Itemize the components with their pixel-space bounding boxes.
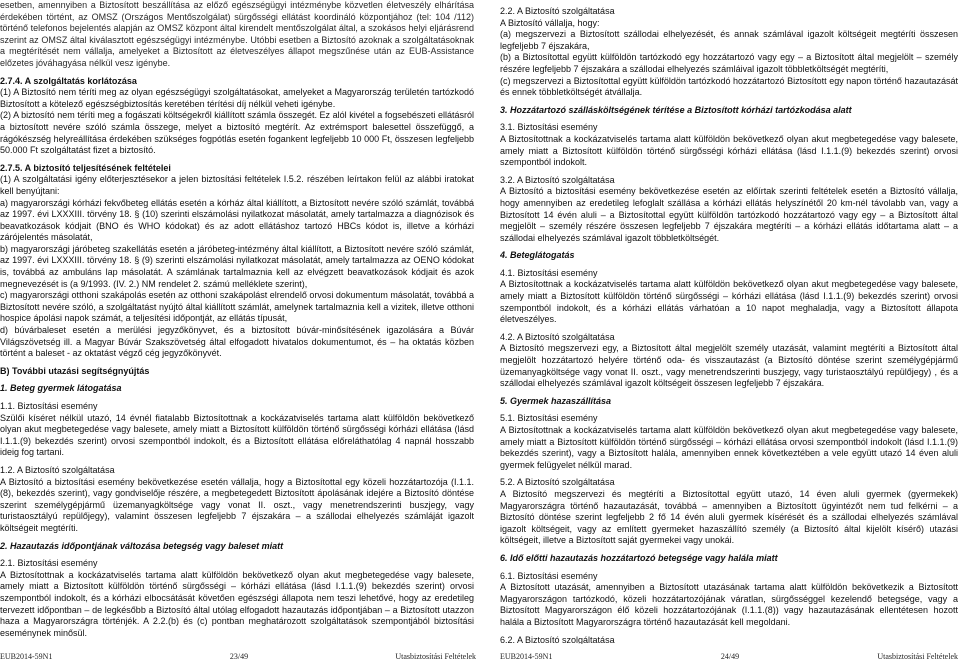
document-paragraph: 1.1. Biztosítási esemény bbox=[0, 401, 98, 411]
footer-document-code: EUB2014-59N1 bbox=[0, 652, 53, 661]
document-paragraph: A Biztosító megszervezi egy, a Biztosított által megjelölt személy utazását, valamint megtéríti a Biztosított által megjelölt hozzátartozó helyére történő oda- és visszautazást (a Biztosító döntése szerint személygépjármű üzemanyagköltsége vagy vonat II. oszt., vagy menetrendszerinti buszjegy, vagy turistaosztályú repülőjegy) , és a szállodai elhelyezés számlával igazolt költségeit összesen legfeljebb 7 éjszakára. bbox=[500, 343, 958, 389]
document-paragraph: A Biztosító a biztosítási esemény bekövetkezése esetén vállalja, hogy a Biztosítottal egy közeli hozzátartozója (I.1.1.(8), bekezdés szerint), vagy gondviselője részére, a megbetegedett Biztosított ápolásának idejére a Biztosító döntése szerint személygépjármű üzemanyagköltsége vagy vonat II. oszt., vagy menetrendszerinti buszjegy, vagy turistaosztályú repülőjegy), valamint összesen legfeljebb 7 éjszakára – a szállodai elhelyezés számláját igazolt költségeit megtéríti. bbox=[0, 476, 474, 533]
document-paragraph: 2.7.5. A biztosító teljesítésének feltételei bbox=[0, 162, 171, 173]
document-paragraph: 4. Beteglátogatás bbox=[500, 250, 575, 261]
document-paragraph: (a) megszervezi a Biztosított szállodai elhelyezését, és annak számlával igazolt költségeit megtéríti összesen legfeljebb 7 éjszakára, bbox=[500, 29, 958, 51]
document-paragraph: b) magyarországi járóbeteg szakellátás esetén a járóbeteg-intézmény által kiállított, a Biztosított nevére szóló számlát, az 1997. évi LXXXIII. törvény 18. § (9) szerinti elszámolási nyilatkozat másolatát, amely tartalmazza az OENO kódokat is, továbbá az ambuláns lap másolatát. A számlának tartalmaznia kell az elvégzett beavatkozások kódjait és azok megnevezését is (a 9/1993. (IV. 2.) NM rendelet 2. számú melléklete szerint), bbox=[0, 243, 474, 289]
footer-document-title: Utasbiztosítási Feltételek bbox=[877, 652, 958, 661]
document-paragraph: a) magyarországi kórházi fekvőbeteg ellátás esetén a kórház által kiállított, a Biztosított nevére szóló számlát, továbbá az 1997. évi LXXXIII. törvény 18. § (10) szerinti elszámolási nyilatkozat másolatát, amely tartalmazza a diagnózisok és beavatkozások kódjait (BNO és WHO kódokat) és az adott ellátáshoz tartozó HBCs kódot is, illetve a kórházi zárójelentés másolatát, bbox=[0, 197, 474, 243]
left-page-footer bbox=[0, 651, 478, 663]
document-paragraph: Szülői kíséret nélkül utazó, 14 évnél fiatalabb Biztosítottnak a kockázatviselés tartama alatt külföldön bekövetkező olyan akut megbetegedése vagy balesete, amely miatt a Biztosított külföldön történő sürgősségi kórházi ellátása (lásd I.1.1.(9) bekezdés szerint) orvosi szempontból indokolt, és a Biztosított ellátása előreláthatólag 4 napnál hosszabb ideig fog tartani. bbox=[0, 412, 474, 458]
document-paragraph: 6.2. A Biztosító szolgáltatása bbox=[500, 634, 615, 644]
right-page bbox=[500, 0, 960, 669]
left-page bbox=[0, 0, 478, 669]
document-paragraph: 5. Gyermek hazaszállítása bbox=[500, 395, 612, 406]
document-paragraph: (b) a Biztosítottal együtt külföldön tartózkodó egy hozzátartozó vagy egy – a Biztosított által megjelölt – személy részére legfeljebb 7 éjszakára a szállodai elhelyezés számláival igazolt többletköltségét megtéríti, bbox=[500, 52, 958, 74]
document-paragraph: A Biztosító megszervezi és megtéríti a Biztosítottal együtt utazó, 14 éven aluli gyermek (gyermekek) Magyarországra történő hazautazását, továbbá – amennyiben a Biztosított ügyintézőt nem tud felkérni – a Biztosító döntése szerint legfeljebb 2 fő 14 évén aluli gyermek kísérését és a szállodai elhelyezés számlával igazolt költségeit, vagy az említett gyermeket hazaszállító személy (a Biztosító által kijelölt kísérő) utazási költségeit, illetve a Biztosított saját gyermekei vagy unokái. bbox=[500, 488, 958, 546]
document-paragraph: (1) A Biztosító nem téríti meg az olyan egészségügyi szolgáltatásokat, amelyeket a Magyarország területén tartózkodó Biztosított a kötelező egészségbiztosítás keretében térítési díj nélkül veheti igénybe. bbox=[0, 87, 474, 109]
document-paragraph: A Biztosítottnak a kockázatviselés tartama alatt külföldön bekövetkező olyan akut megbetegedése vagy balesete, amely miatt a Biztosított külföldön történő sürgősségi – kórházi ellátása orvosi szempontból indokolt (lásd I.1.1.(9) bekezdés szerint), vagy a Biztosított halála, amennyiben ennek következtében a vele együtt utazó 14 éven aluli gyermek felügyelet nélkül marad. bbox=[500, 425, 958, 470]
right-page-footer bbox=[500, 651, 960, 663]
document-paragraph: (c) megszervezi a Biztosítottal együtt külföldön tartózkodó hozzátartozó Biztosított egy napon történő hazautazását és ennek többletköltségét átvállalja. bbox=[500, 75, 958, 98]
document-paragraph: 6.1. Biztosítási esemény bbox=[500, 570, 598, 581]
document-paragraph: 1.2. A Biztosító szolgáltatása bbox=[0, 464, 115, 475]
document-paragraph: A Biztosítottnak a kockázatviselés tartama alatt külföldön bekövetkező olyan akut megbetegedése vagy balesete, amely miatt a Biztosított külföldön történő sürgősségi kórházi ellátása (lásd I.1.1.(9) bekezdés szerint) orvosi szempontból indokolt. bbox=[500, 133, 958, 168]
document-paragraph: 3. Hozzátartozó szállásköltségének térítése a Biztosított kórházi tartózkodása alatt bbox=[500, 104, 852, 115]
left-page-text-column bbox=[0, 0, 474, 644]
footer-document-code: EUB2014-59N1 bbox=[500, 652, 553, 661]
document-paragraph: c) magyarországi otthoni szakápolás esetén az otthoni szakápolást elrendelő orvosi dokumentum másolatát, továbbá a Biztosított nevére szóló, a szolgáltatást nyújtó által kiállított számlát, amelynek tartalmaznia kell a vizitek, illetve otthoni hospice ápolási napok számát, a teljesítési időpontját, az ellátás típusát, bbox=[0, 290, 474, 324]
document-paragraph: A Biztosítottnak a kockázatviselés tartama alatt külföldön bekövetkező olyan akut megbetegedése vagy balesete, amely miatt a Biztosított külföldön történő sürgősségi – kórházi ellátása (lásd I.1.1.(9) bekezdés szerint) orvosi szempontból indokolt, és a kórházi ellátás várhatóan a 10 napot meghaladja, vagy a Biztosított állapota életveszélyes. bbox=[500, 279, 958, 325]
document-paragraph: (2) A biztosító nem téríti meg a fogászati költségekről kiállított számla összegét. Ez alól kivétel a fogsebészeti ellátásról a biztosított nevére szóló számla összege, melyet a biztosító megtérít. Az extrémsport balesettel összefüggő, a rágókészség helyreállítása érdekében szükséges fogpótlás esetén fogankent legfeljebb 10 000 Ft, összesen legfeljebb 50.000 Ft szolgáltatást fizet a biztosító. bbox=[0, 110, 474, 156]
document-paragraph: (1) A szolgáltatási igény előterjesztésekor a jelen biztosítási feltételek I.5.2. részében leírtakon felül az alábbi iratokat kell benyújtani: bbox=[0, 174, 474, 196]
document-paragraph: 2.1. Biztosítási esemény bbox=[0, 558, 98, 569]
document-paragraph: 3.2. A Biztosító szolgáltatása bbox=[500, 174, 615, 185]
document-paragraph: esetben, amennyiben a Biztosított beszállítása az előző egészségügyi intézménybe közvetlen életveszély elhárítása érdekében történt, az OMSZ (Országos Mentőszolgálat) sürgősségi ellátást koordináló központjához (tel: 104 /112) történő telefonos bejelentés alapján az OMSZ központ által kirendelt mentőszolgálat által, a szokásos helyi eljárásrend szerint az OMSZ által kiválasztott egészségügyi intézménybe. Utóbbi esetben a Biztosító azoknak a szolgáltatásoknak a megtérítését nem vállalja, amelyeket a Biztosított az életveszélyes állapot megszűnése után az EUB-Assistance előzetes jóváhagyása nélkül vesz igénybe. bbox=[0, 0, 474, 68]
document-paragraph: 6. Idő előtti hazautazás hozzátartozó betegsége vagy halála miatt bbox=[500, 552, 778, 563]
document-paragraph: A Biztosító a biztosítási esemény bekövetkezése esetén az előírtak szerinti feltételek esetén a Biztosító vállalja, hogy amennyiben az eredetileg lefoglalt szállása a kórházi ellátás helyszínétől 20 km-nél távolabb van, vagy a Biztosított 14 évén aluli – a Biztosítottal együtt külföldön tartózkodó hozzátartozó vagy egy – a Biztosított által megjelölt – személy részére összesen legfeljebb 7 éjszakára megtéríti – a kórházi ellátás időtartama alatt – a szállodai elhelyezés számlával igazolt többletköltségét. bbox=[500, 186, 958, 243]
document-paragraph: 1. Beteg gyermek látogatása bbox=[0, 383, 122, 394]
footer-page-number: 23/49 bbox=[229, 652, 249, 661]
document-paragraph: A Biztosított utazását, amennyiben a Biztosított utazásának tartama alatt külföldön bekövetkezik a Biztosított Magyarországon tartózkodó, közeli hozzátartozójának váratlan, sürgősséggel kezelendő betegsége, vagy a Biztosított Magyarországon élő közeli hozzátartozójának (I.1.1.(8)) vagy hazautazásának ellentétesen hozott halála a Biztosított Magyarországra történő hazautazását kell megoldani. bbox=[500, 582, 958, 627]
document-paragraph: 4.1. Biztosítási esemény bbox=[500, 267, 598, 278]
document-paragraph: A Biztosító vállalja, hogy: bbox=[500, 17, 600, 28]
document-paragraph: 4.2. A Biztosító szolgáltatása bbox=[500, 331, 615, 342]
document-paragraph: B) További utazási segítségnyújtás bbox=[0, 365, 150, 376]
document-paragraph: 2.7.4. A szolgáltatás korlátozása bbox=[0, 75, 137, 86]
document-paragraph: 2. Hazautazás időpontjának változása betegség vagy baleset miatt bbox=[0, 540, 284, 551]
document-paragraph: 2.2. A Biztosító szolgáltatása bbox=[500, 6, 615, 16]
document-paragraph: 5.2. A Biztosító szolgáltatása bbox=[500, 477, 615, 488]
document-paragraph: A Biztosítottnak a kockázatviselés tartama alatt külföldön bekövetkező olyan akut megbetegedése vagy balesete, amely miatt a Biztosított külföldön történő sürgősségi – kórházi ellátása (lásd I.1.1.(9) bekezdés szerint) orvosi szempontból indokolt, és a kórházi elbocsátását követően egészségi állapota nem teszi lehetővé, hogy az eredetileg tervezett időpontban – de legkésőbb a Biztosító által utólag elfogadott hazautazás időpontjában – a Biztosított utazzon haza a Magyarországra történjék. A 2.2.(b) és (c) pontban meghatározott szolgáltatások szempontjából biztosítási eseménynek minősül. bbox=[0, 569, 474, 638]
document-paragraph: 3.1. Biztosítási esemény bbox=[500, 122, 598, 133]
document-paragraph: d) búvárbaleset esetén a merülési jegyzőkönyvet, és a biztosított búvár-minősítésének igazolására a Búvár Világszövetség ill. a Magyar Búvár Szakszövetség által elfogadott hivatalos dokumentumot, és – ha oktatás közben történt a baleset - az oktatást végző cég jegyzőkönyvét. bbox=[0, 325, 474, 359]
footer-document-title: Utasbiztosítási Feltételek bbox=[395, 652, 476, 661]
footer-page-number: 24/49 bbox=[720, 652, 740, 661]
right-page-text-column bbox=[500, 0, 958, 644]
document-paragraph: 5.1. Biztosítási esemény bbox=[500, 413, 598, 424]
